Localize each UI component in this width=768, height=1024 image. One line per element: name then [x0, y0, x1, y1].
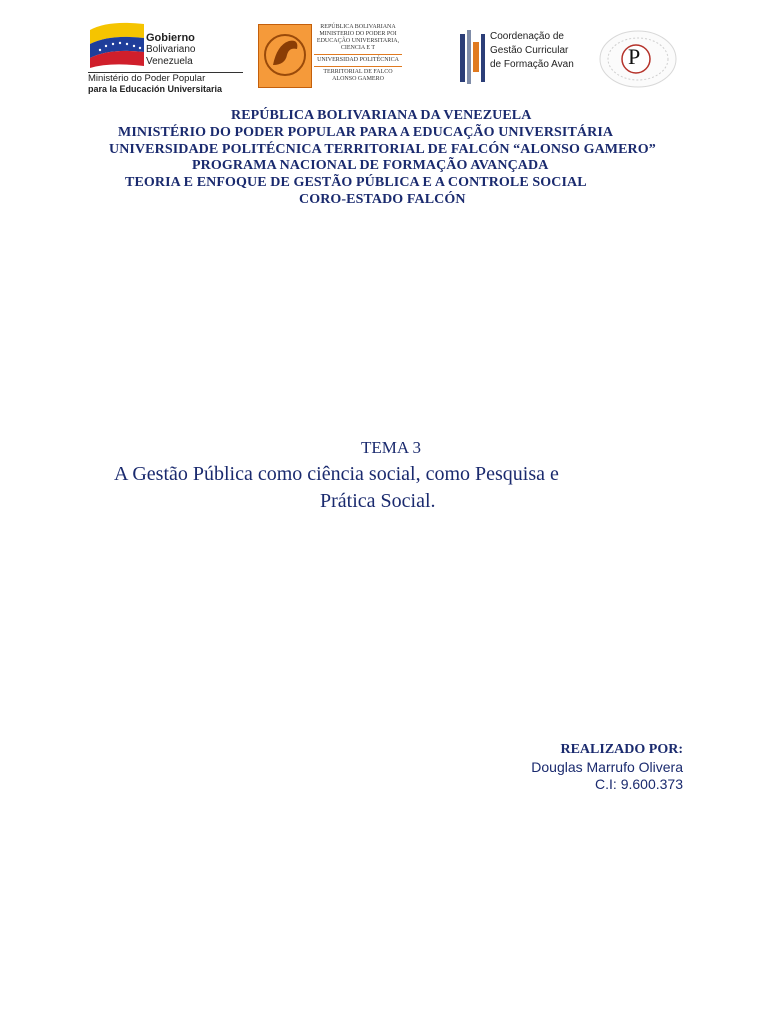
government-title — [146, 32, 195, 68]
university-logo — [258, 24, 404, 94]
gov-title-line: Bolivariano — [146, 44, 196, 55]
ministry-caption — [88, 72, 243, 94]
ministry-education: para la Educación Universitaria — [88, 84, 223, 94]
header-line: UNIVERSIDADE POLITÉCNICA TERRITORIAL DE FALCÓN “ALONSO GAMERO” — [109, 142, 656, 157]
divider — [314, 66, 402, 67]
header-line: TEORIA E ENFOQUE DE GESTÃO PÚBLICA E A CONTROLE SOCIAL — [125, 175, 587, 190]
upt-emblem-icon — [258, 24, 312, 88]
venezuela-flag-icon — [88, 16, 146, 68]
upt-line: UNIVERSIDAD POLITÉCNICA — [317, 57, 399, 63]
topic-title — [114, 461, 654, 515]
ministry-name: Ministério do Poder Popular — [88, 73, 206, 84]
upt-line: EDUCAÇÃO UNIVERSITARIA, CIENCIA E T — [316, 38, 400, 51]
author-block — [531, 741, 683, 793]
university-text — [314, 24, 402, 83]
author-label: REALIZADO POR: — [560, 742, 683, 757]
cgc-line: de Formação Avan — [490, 59, 574, 70]
coordination-logo — [458, 28, 578, 88]
author-id: C.I: 9.600.373 — [595, 776, 683, 792]
header-line: PROGRAMA NACIONAL DE FORMAÇÃO AVANÇADA — [192, 158, 549, 173]
cgc-line: Gestão Curricular — [490, 45, 569, 56]
logo-bar — [0, 0, 768, 100]
header-line: REPÚBLICA BOLIVARIANA DA VENEZUELA — [231, 108, 532, 123]
gov-title-line: Venezuela — [146, 56, 193, 67]
upt-line: TERRITORIAL DE FALCO — [323, 69, 393, 75]
divider — [314, 54, 402, 55]
topic-title-line: A Gestão Pública como ciência social, como Pesquisa e — [114, 463, 559, 485]
pnfa-seal-icon — [598, 28, 682, 90]
coordination-text — [490, 30, 574, 72]
upt-line: MINISTERIO DO PODER POI — [319, 31, 397, 37]
upt-line: ALONSO GAMERO — [332, 76, 384, 82]
upt-line: REPÚBLICA BOLIVARIANA — [320, 24, 396, 30]
government-logo — [88, 16, 243, 92]
author-name: Douglas Marrufo Olivera — [531, 759, 683, 775]
header-line: MINISTÉRIO DO PODER POPULAR PARA A EDUCAÇÃO UNIVERSITÁRIA — [118, 125, 614, 140]
topic-label: TEMA 3 — [361, 438, 421, 457]
cgc-line: Coordenação de — [490, 31, 564, 42]
pnfa-letter: P — [628, 44, 641, 69]
gov-title-line: Gobierno — [146, 32, 195, 44]
header-line: CORO-ESTADO FALCÓN — [299, 192, 466, 207]
topic-title-line: Prática Social. — [320, 490, 436, 512]
cgc-mark-icon — [458, 28, 488, 86]
